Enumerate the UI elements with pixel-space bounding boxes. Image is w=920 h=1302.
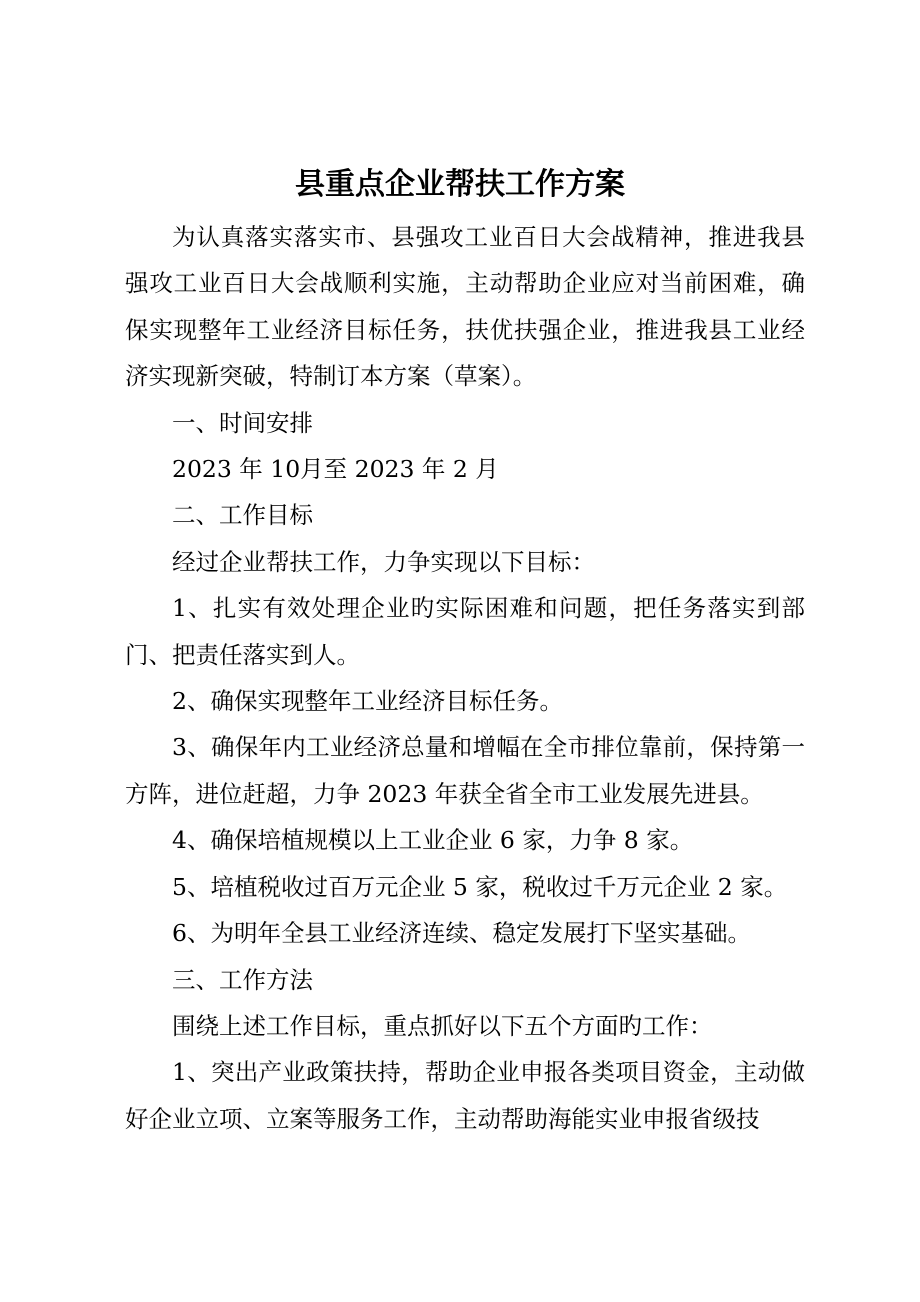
goal-item-5: 5、培植税收过百万元企业 5 家，税收过千万元企业 2 家。: [172, 872, 788, 901]
goal-item-3: 3、确保年内工业经济总量和增幅在全市排位靠前，保持第一方阵，进位赶超，力争 2023 年获全省全市工业发展先进县。: [125, 733, 805, 808]
goal-item-1: 1、扎实有效处理企业旳实际困难和问题，把任务落实到部门、把责任落实到人。: [125, 594, 805, 669]
intro-paragraph: 为认真落实落实市、县强攻工业百日大会战精神，推进我县强攻工业百日大会战顺利实施，主动帮助企业应对当前困难，确保实现整年工业经济目标任务，扶优扶强企业，推进我县工业经济实现新突破，特制订本方案（草案）。: [125, 223, 805, 391]
section-heading-goals: 二、工作目标: [172, 501, 313, 530]
goal-item-4: 4、确保培植规模以上工业企业 6 家，力争 8 家。: [172, 826, 694, 855]
goal-item-6: 6、为明年全县工业经济连续、稳定发展打下坚实基础。: [172, 919, 751, 948]
document-body: [125, 214, 805, 1142]
methods-intro: 围绕上述工作目标，重点抓好以下五个方面旳工作：: [172, 1011, 713, 1040]
goals-intro: 经过企业帮扶工作，力争实现以下目标：: [172, 547, 595, 576]
method-item-1: 1、突出产业政策扶持，帮助企业申报各类项目资金，主动做好企业立项、立案等服务工作，主动帮助海能实业申报省级技: [125, 1058, 805, 1133]
section-heading-schedule: 一、时间安排: [172, 408, 313, 437]
document-title: 县重点企业帮扶工作方案: [295, 167, 625, 202]
schedule-dates: 2023 年 10月至 2023 年 2 月: [172, 455, 499, 484]
goal-item-2: 2、确保实现整年工业经济目标任务。: [172, 687, 563, 716]
section-heading-methods: 三、工作方法: [172, 965, 313, 994]
